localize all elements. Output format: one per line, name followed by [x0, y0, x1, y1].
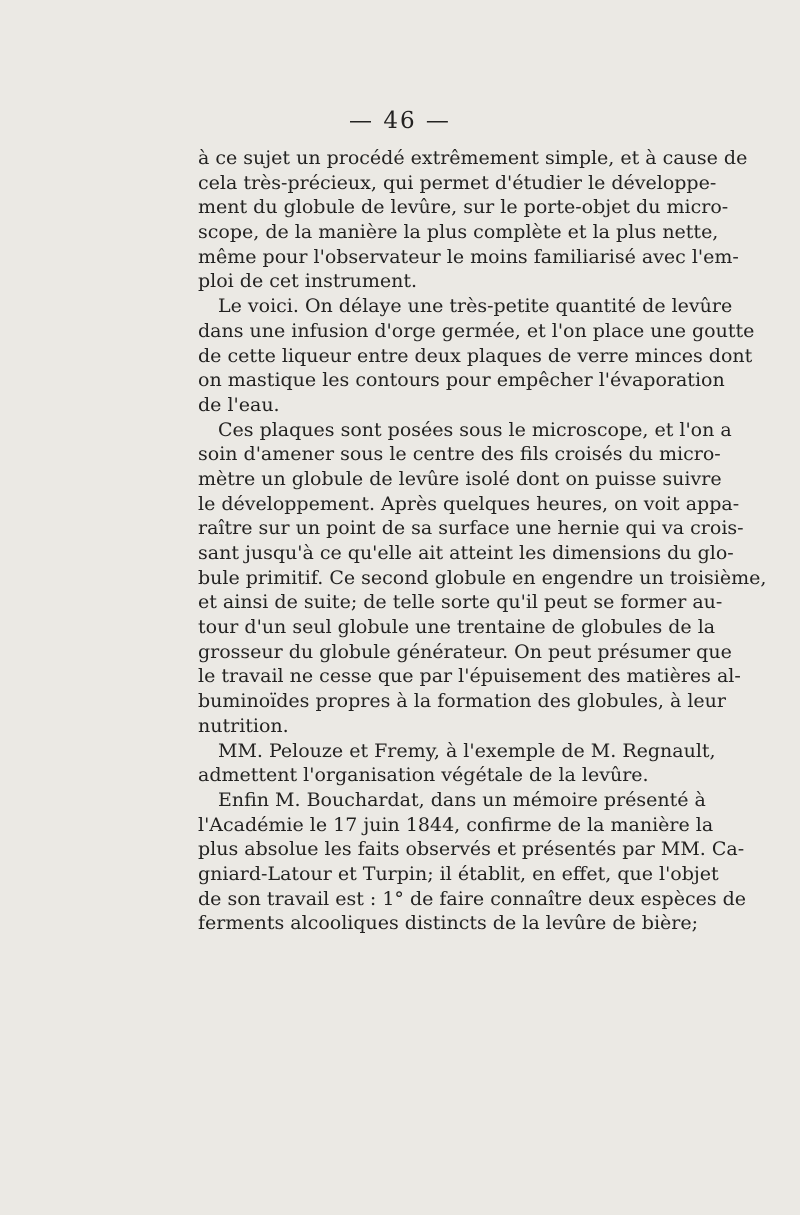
body-text [198, 146, 767, 936]
text-line: buminoïdes propres à la formation des globules, à leur [198, 690, 726, 713]
text-line: de cette liqueur entre deux plaques de verre minces dont [198, 344, 753, 367]
text-line: grosseur du globule générateur. On peut présumer que [198, 640, 732, 663]
text-line: à ce sujet un procédé extrêmement simple, et à cause de [198, 147, 748, 169]
text-line: ferments alcooliques distincts de la levûre de bière; [198, 912, 699, 935]
text-line: et ainsi de suite; de telle sorte qu'il peut se former au- [198, 591, 723, 614]
text-line: ment du globule de levûre, sur le porte-objet du micro- [198, 196, 729, 219]
text-line: nutrition. [198, 714, 289, 737]
text-line: MM. Pelouze et Fremy, à l'exemple de M. Regnault, [218, 739, 716, 762]
page-number: — 46 — [349, 108, 451, 134]
text-line: cela très-précieux, qui permet d'étudier le développe- [198, 171, 717, 194]
text-line: scope, de la manière la plus complète et la plus nette, [198, 221, 719, 244]
text-line: le développement. Après quelques heures, on voit appa- [198, 492, 740, 515]
text-line: soin d'amener sous le centre des fils croisés du micro- [198, 443, 721, 466]
text-line: bule primitif. Ce second globule en engendre un troisième, [198, 566, 767, 589]
text-line: Enfin M. Bouchardat, dans un mémoire présenté à [218, 788, 706, 811]
text-line: Ces plaques sont posées sous le microscope, et l'on a [218, 418, 732, 441]
text-line: admettent l'organisation végétale de la levûre. [198, 764, 649, 787]
text-line: plus absolue les faits observés et présentés par MM. Ca- [198, 838, 745, 861]
text-line: l'Académie le 17 juin 1844, confirme de la manière la [198, 813, 714, 836]
text-line: même pour l'observateur le moins familiarisé avec l'em- [198, 245, 739, 268]
text-line: le travail ne cesse que par l'épuisement des matières al- [198, 665, 741, 688]
text-line: on mastique les contours pour empêcher l'évaporation [198, 369, 725, 392]
text-line: gniard-Latour et Turpin; il établit, en effet, que l'objet [198, 862, 719, 885]
text-line: raître sur un point de sa surface une hernie qui va crois- [198, 517, 744, 540]
text-line: de son travail est : 1° de faire connaître deux espèces de [198, 887, 747, 910]
text-line: tour d'un seul globule une trentaine de globules de la [198, 616, 716, 639]
text-line: Le voici. On délaye une très-petite quantité de levûre [218, 295, 733, 318]
text-line: dans une infusion d'orge germée, et l'on place une goutte [198, 319, 755, 342]
text-line: sant jusqu'à ce qu'elle ait atteint les dimensions du glo- [198, 542, 734, 564]
text-line: de l'eau. [198, 393, 280, 416]
text-line: mètre un globule de levûre isolé dont on puisse suivre [198, 467, 722, 490]
text-line: ploi de cet instrument. [198, 270, 417, 293]
